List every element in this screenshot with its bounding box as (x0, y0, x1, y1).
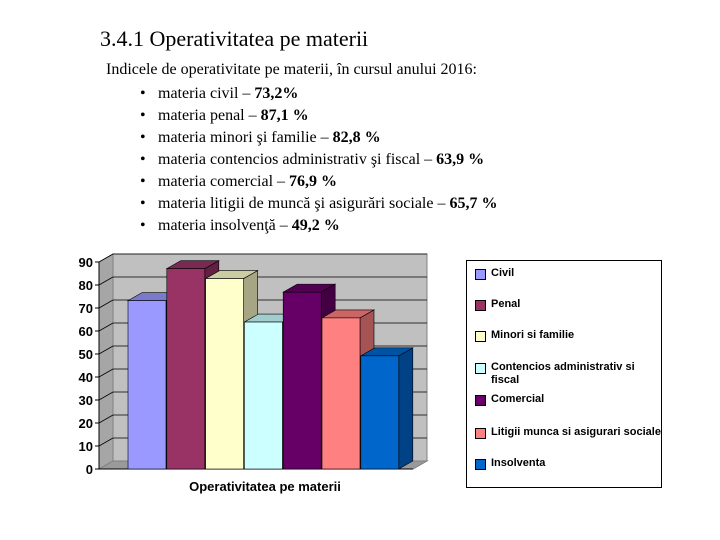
y-tick-label: 70 (78, 301, 93, 316)
y-tick-label: 50 (78, 347, 93, 362)
list-item (140, 127, 497, 149)
legend-label: Comercial (491, 393, 545, 405)
legend-swatch (475, 269, 486, 280)
bar (128, 301, 166, 469)
list-item-value: 63,9 % (436, 151, 485, 168)
list-item (140, 105, 497, 127)
list-item-label: materia insolvenţă – (158, 217, 292, 234)
legend-swatch (475, 300, 486, 311)
legend-label: Minori si familie (491, 329, 575, 341)
legend-item (475, 361, 663, 387)
legend-swatch (475, 459, 486, 470)
legend-label: Penal (491, 298, 521, 310)
bar (361, 356, 399, 469)
legend-item (475, 298, 663, 311)
legend-swatch (475, 331, 486, 342)
list-item (140, 193, 497, 215)
list-item-label: materia civil – (158, 85, 255, 102)
y-tick-label: 0 (85, 462, 93, 477)
y-tick-label: 90 (78, 255, 93, 270)
bar (283, 292, 321, 469)
list-item-value: 76,9 % (289, 173, 338, 190)
bar (167, 269, 205, 469)
y-tick-label: 80 (78, 278, 93, 293)
list-item-label: materia penal – (158, 107, 261, 124)
legend-item (475, 393, 663, 406)
list-item-value: 87,1 % (260, 107, 309, 124)
bar (206, 279, 244, 469)
legend-swatch (475, 363, 486, 374)
y-tick-label: 40 (78, 370, 93, 385)
bar-chart (60, 240, 450, 500)
bullet-icon: • (140, 129, 146, 146)
list-item-label: materia comercial – (158, 173, 290, 190)
legend-label: Insolventa (491, 457, 546, 469)
list-item-value: 73,2% (254, 85, 299, 102)
list-item-label: materia minori şi familie – (158, 129, 333, 146)
y-tick-label: 30 (78, 393, 93, 408)
legend-swatch (475, 395, 486, 406)
list-item-value: 49,2 % (291, 217, 340, 234)
bullet-icon: • (140, 195, 146, 212)
section-title: 3.4.1 Operativitatea pe materii (100, 26, 369, 51)
legend-item (475, 457, 663, 470)
list-item (140, 149, 497, 171)
list-item-value: 82,8 % (332, 129, 381, 146)
bullet-icon: • (140, 151, 146, 168)
list-item (140, 215, 497, 237)
bullet-icon: • (140, 217, 146, 234)
bullet-icon: • (140, 107, 146, 124)
legend-swatch (475, 428, 486, 439)
legend-label: Litigii munca si asigurari sociale (491, 426, 661, 438)
legend-item (475, 426, 663, 439)
legend-label: Contencios administrativ si fiscal (491, 361, 635, 386)
materia-list (140, 83, 497, 237)
list-item-value: 65,7 % (449, 195, 498, 212)
bullet-icon: • (140, 173, 146, 190)
y-tick-label: 10 (78, 439, 93, 454)
y-tick-label: 20 (78, 416, 93, 431)
chart-legend (466, 260, 662, 488)
list-item (140, 171, 497, 193)
chart-title: Operativitatea pe materii (189, 479, 341, 494)
bar (244, 322, 282, 469)
bar (322, 318, 360, 469)
legend-item (475, 267, 663, 280)
list-item-label: materia litigii de muncă şi asigurări sociale – (158, 195, 450, 212)
chart-side-wall (99, 254, 113, 469)
legend-item (475, 329, 663, 342)
bullet-icon: • (140, 85, 146, 102)
legend-label: Civil (491, 267, 515, 279)
list-item-label: materia contencios administrativ şi fiscal – (158, 151, 437, 168)
list-item (140, 83, 497, 105)
y-tick-label: 60 (78, 324, 93, 339)
intro-text: Indicele de operativitate pe materii, în cursul anului 2016: (106, 61, 477, 78)
bar-side (399, 348, 413, 469)
